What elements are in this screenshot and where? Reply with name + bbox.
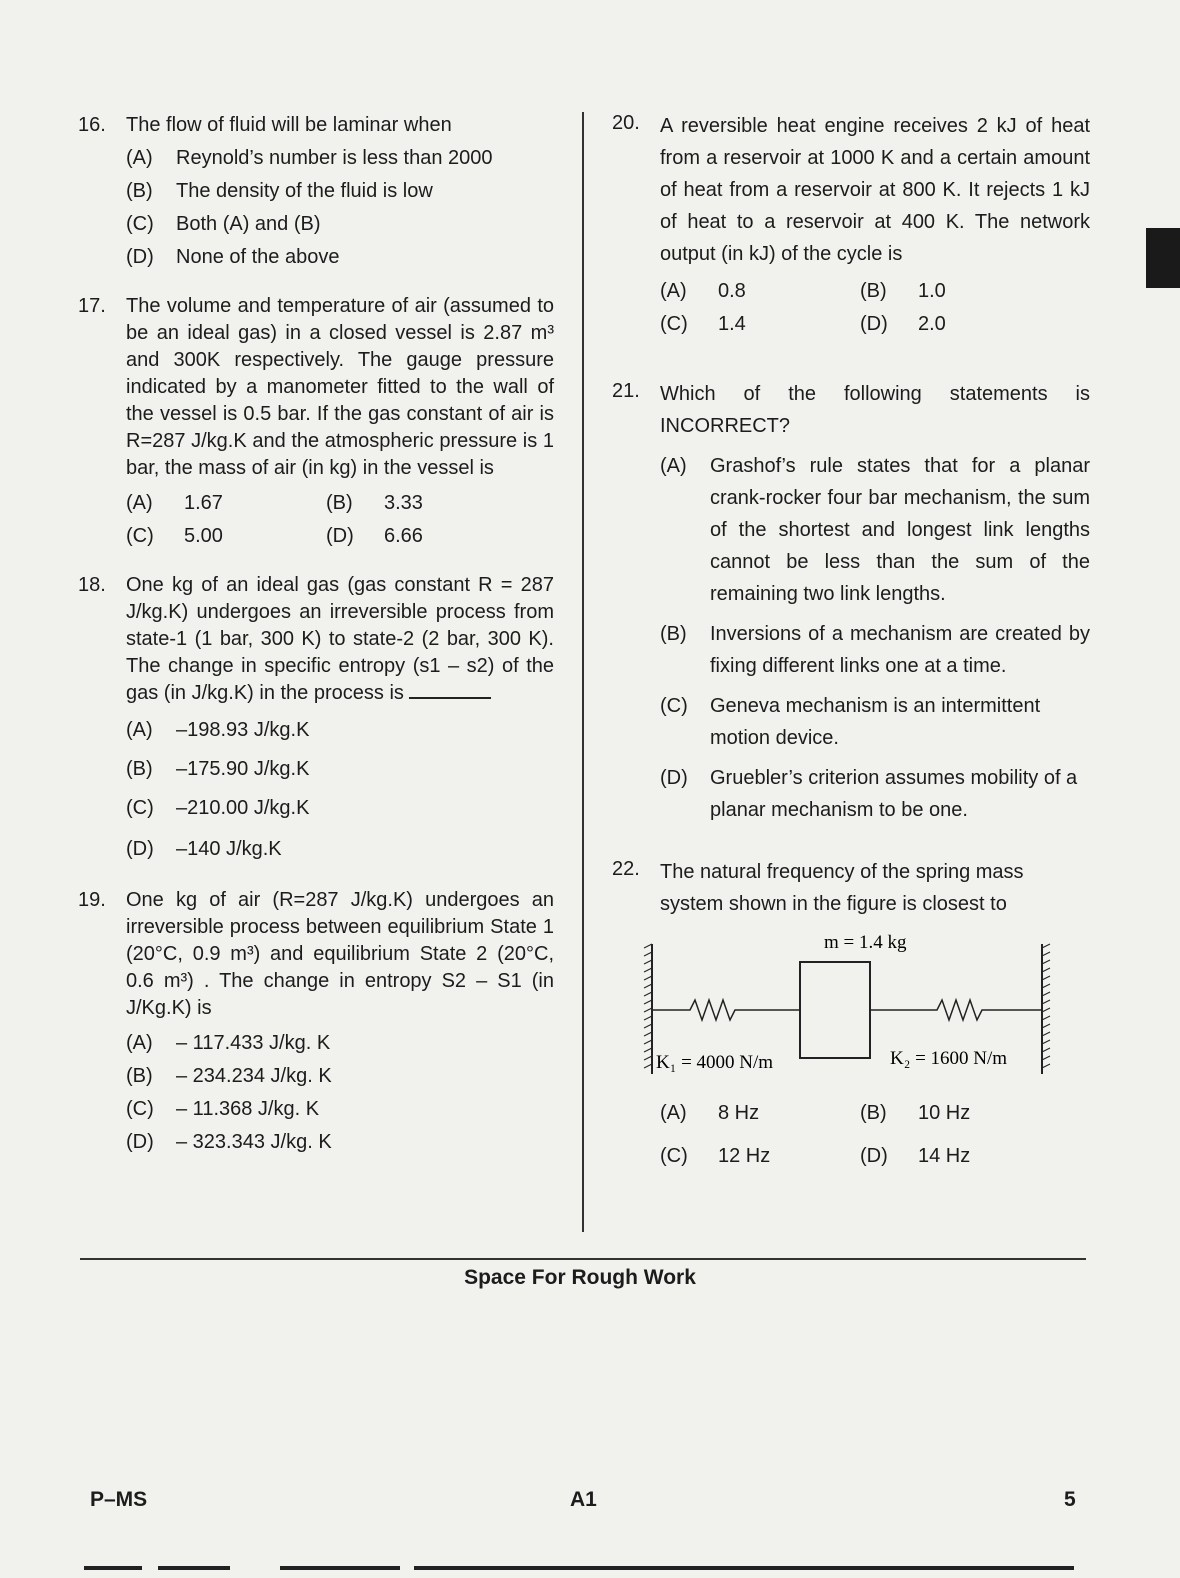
question-19 (78, 887, 554, 1156)
mass-label: m = 1.4 kg (824, 934, 907, 953)
option-label: (D) (126, 246, 154, 268)
option-text: 2.0 (918, 313, 946, 335)
option-a (660, 450, 1090, 610)
right-wall-hatch (1042, 944, 1050, 1068)
option-text: 1.0 (918, 280, 946, 302)
option-text: – 11.368 J/kg. K (176, 1098, 320, 1120)
option-d (126, 1129, 554, 1156)
option-label: (D) (126, 838, 154, 860)
option-label: (A) (126, 1032, 153, 1054)
spring-k1 (652, 1000, 800, 1020)
option-text: 1.67 (184, 492, 223, 514)
option-text: Both (A) and (B) (176, 213, 321, 235)
question-number: 17. (78, 295, 106, 317)
option-text: –198.93 J/kg.K (176, 719, 310, 741)
option-label: (A) (660, 1102, 687, 1124)
question-number: 22. (612, 858, 640, 880)
option-label: (B) (660, 623, 687, 645)
option-c (126, 795, 554, 822)
option-text: 0.8 (718, 280, 746, 302)
question-17 (78, 293, 554, 550)
option-d (126, 244, 554, 271)
question-text: The flow of fluid will be laminar when (126, 114, 452, 136)
question-number: 20. (612, 112, 640, 134)
option-a (126, 717, 554, 744)
option-a (126, 490, 326, 517)
option-b (860, 1100, 1060, 1127)
option-text: – 234.234 J/kg. K (176, 1065, 332, 1087)
option-text: – 117.433 J/kg. K (176, 1032, 331, 1054)
option-text: 8 Hz (718, 1102, 760, 1124)
option-c (660, 311, 860, 338)
answer-blank (409, 681, 491, 699)
option-label: (C) (660, 695, 688, 717)
option-text: 1.4 (718, 313, 746, 335)
option-c (126, 1096, 554, 1123)
left-wall-hatch (644, 944, 652, 1068)
option-d (860, 1143, 1060, 1170)
option-text: Gruebler’s criterion assumes mobility of a planar mechanism to be one. (710, 767, 1078, 821)
option-label: (A) (126, 719, 153, 741)
column-divider (582, 112, 584, 1232)
k1-label: K₁ = 4000 N/m (656, 1052, 774, 1073)
question-text: Which of the following statements is INCORRECT? (660, 383, 1090, 437)
option-label: (A) (660, 455, 687, 477)
question-22 (612, 856, 1090, 1170)
option-b (660, 618, 1090, 682)
page-number: 5 (1064, 1488, 1076, 1511)
spring-mass-figure (632, 934, 1090, 1092)
option-text: –210.00 J/kg.K (176, 797, 310, 819)
option-d (860, 311, 1060, 338)
question-16 (78, 112, 554, 271)
option-d (326, 523, 526, 550)
question-number: 21. (612, 380, 640, 402)
question-20 (612, 110, 1090, 338)
option-label: (D) (326, 525, 354, 547)
question-number: 18. (78, 574, 106, 596)
rough-work-heading: Space For Rough Work (464, 1266, 696, 1289)
option-b (126, 178, 554, 205)
option-label: (A) (660, 280, 687, 302)
option-text: None of the above (176, 246, 340, 268)
option-a (126, 1030, 554, 1057)
right-column (612, 110, 1090, 1182)
option-a (126, 145, 554, 172)
option-text: 12 Hz (718, 1145, 771, 1167)
option-label: (B) (126, 180, 153, 202)
option-text: The density of the fluid is low (176, 180, 433, 202)
option-label: (C) (126, 797, 154, 819)
edge-marker (1146, 228, 1180, 288)
footer-series: A1 (570, 1488, 597, 1511)
option-c (126, 211, 554, 238)
option-label: (B) (126, 758, 153, 780)
option-label: (A) (126, 492, 153, 514)
question-text-body: One kg of an ideal gas (gas constant R = 287 J/kg.K) undergoes an irreversible process from state-1 (1 bar, 300 K) to state-2 (2 bar, 300 K). The change in specific entropy (s1 – s2) of the gas (in J/kg.K) in the process is (126, 574, 554, 704)
option-label: (C) (126, 525, 154, 547)
option-text: Geneva mechanism is an intermittent motion device. (710, 695, 1041, 749)
option-label: (C) (126, 213, 154, 235)
spring-k2 (870, 1000, 1042, 1020)
option-b (326, 490, 526, 517)
spring-mass-diagram (632, 934, 1052, 1084)
question-21 (612, 378, 1090, 826)
option-text: 14 Hz (918, 1145, 971, 1167)
option-text: Grashof’s rule states that for a planar crank-rocker four bar mechanism, the sum of the shortest and longest link lengths cannot be less than the sum of the remaining two link lengths. (710, 455, 1090, 605)
mass-block (800, 962, 870, 1058)
bottom-mark (280, 1566, 400, 1570)
question-number: 19. (78, 889, 106, 911)
option-text: 3.33 (384, 492, 423, 514)
option-b (126, 756, 554, 783)
option-b (126, 1063, 554, 1090)
option-a (660, 278, 860, 305)
question-text (126, 572, 554, 707)
option-label: (B) (860, 280, 887, 302)
option-text: 10 Hz (918, 1102, 971, 1124)
option-label: (D) (660, 767, 688, 789)
option-label: (D) (126, 1131, 154, 1153)
question-text: The natural frequency of the spring mass system shown in the figure is closest to (660, 861, 1024, 915)
option-label: (C) (660, 313, 688, 335)
option-label: (B) (326, 492, 353, 514)
option-text: Reynold’s number is less than 2000 (176, 147, 493, 169)
option-c (660, 1143, 860, 1170)
option-label: (B) (860, 1102, 887, 1124)
option-label: (D) (860, 1145, 888, 1167)
option-label: (B) (126, 1065, 153, 1087)
bottom-mark (84, 1566, 142, 1570)
option-text: –140 J/kg.K (176, 838, 282, 860)
option-text: –175.90 J/kg.K (176, 758, 310, 780)
option-text: 6.66 (384, 525, 423, 547)
option-label: (C) (126, 1098, 154, 1120)
question-text: A reversible heat engine receives 2 kJ of heat from a reservoir at 1000 K and a certain amount of heat from a reservoir at 800 K. It rejects 1 kJ of heat to a reservoir at 400 K. The network output (in kJ) of the cycle is (660, 115, 1090, 265)
option-text: Inversions of a mechanism are created by fixing different links one at a time. (710, 623, 1090, 677)
option-c (126, 523, 326, 550)
bottom-mark (158, 1566, 230, 1570)
question-number: 16. (78, 114, 106, 136)
option-label: (D) (860, 313, 888, 335)
bottom-mark (414, 1566, 1074, 1570)
question-text: One kg of air (R=287 J/kg.K) undergoes an irreversible process between equilibrium State 1 (20°C, 0.9 m³) and equilibrium State 2 (20°C, 0.6 m³) . The change in entropy S2 – S1 (in J/Kg.K) is (126, 889, 554, 1019)
option-text: – 323.343 J/kg. K (176, 1131, 332, 1153)
option-text: 5.00 (184, 525, 223, 547)
option-c (660, 690, 1090, 754)
section-divider (80, 1258, 1086, 1260)
left-column (78, 112, 554, 1168)
question-18 (78, 572, 554, 863)
option-b (860, 278, 1060, 305)
option-label: (A) (126, 147, 153, 169)
footer-code: P–MS (90, 1488, 148, 1511)
option-d (126, 836, 554, 863)
option-d (660, 762, 1090, 826)
option-a (660, 1100, 860, 1127)
option-label: (C) (660, 1145, 688, 1167)
question-text: The volume and temperature of air (assumed to be an ideal gas) in a closed vessel is 2.87 m³ and 300K respectively. The gauge pressure indicated by a manometer fitted to the wall of the vessel is 0.5 bar. If the gas constant of air is R=287 J/kg.K and the atmospheric pressure is 1 bar, the mass of air (in kg) in the vessel is (126, 295, 554, 479)
k2-label: K₂ = 1600 N/m (890, 1048, 1008, 1069)
